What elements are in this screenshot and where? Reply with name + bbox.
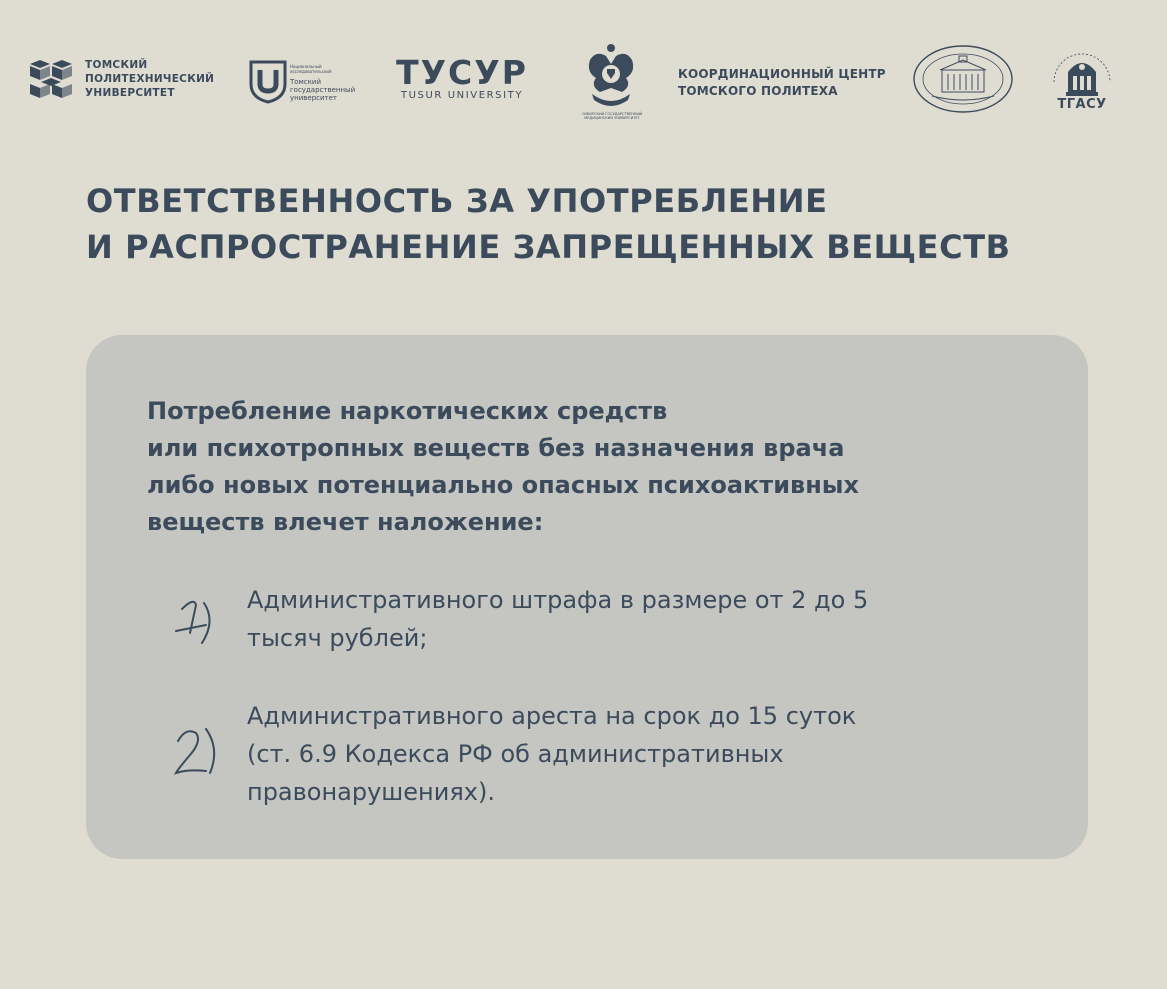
- tpu-logo: [30, 58, 230, 104]
- tusur-logo-main: ТУСУР: [396, 53, 528, 92]
- tpu-logo-text: ТОМСКИЙ ПОЛИТЕХНИЧЕСКИЙ УНИВЕРСИТЕТ: [85, 59, 215, 99]
- info-card: [86, 335, 1088, 859]
- partner-logos-bar: [0, 0, 1167, 130]
- handwritten-number-2: [172, 725, 224, 781]
- coordination-center-text: КООРДИНАЦИОННЫЙ ЦЕНТР ТОМСКОГО ПОЛИТЕХА: [678, 67, 886, 98]
- list-item-1-text: Административного штрафа в размере от 2 до 5 тысяч рублей;: [247, 586, 869, 652]
- tusur-logo-sub: TUSUR UNIVERSITY: [400, 90, 524, 101]
- tusur-logo: [376, 53, 548, 102]
- tgpu-logo: [912, 44, 1014, 114]
- card-intro: Потребление наркотических средств или психотропных веществ без назначения врача либо новых потенциально опасных психоактивных веществ влечет наложение:: [147, 397, 859, 536]
- tgpu-building-seal: [912, 44, 1014, 114]
- sibgmu-logo-caption: СИБИРСКИЙ ГОСУДАРСТВЕННЫЙ МЕДИЦИНСКИЙ УНИВЕРСИТЕТ: [581, 112, 643, 120]
- tsu-shield-logo: [248, 58, 288, 104]
- tgasu-logo: [1046, 42, 1118, 114]
- tsu-logo: [248, 58, 358, 104]
- tgasu-arch-emblem: [1046, 42, 1118, 98]
- list-item-2-text: Административного ареста на срок до 15 суток (ст. 6.9 Кодекса РФ об административных правонарушениях).: [247, 702, 857, 806]
- tgasu-logo-caption: ТГАСУ: [1057, 97, 1107, 112]
- sibgmu-logo: [582, 42, 642, 120]
- coordination-center-logo: [678, 66, 898, 102]
- page-title: ОТВЕТСТВЕННОСТЬ ЗА УПОТРЕБЛЕНИЕ И РАСПРОСТРАНЕНИЕ ЗАПРЕЩЕННЫХ ВЕЩЕСТВ: [86, 182, 1011, 266]
- tsu-logo-text: Томский государственный университет: [290, 78, 356, 102]
- tpu-cubes-logo: [30, 60, 72, 102]
- sibgmu-eagle-emblem: [582, 42, 640, 110]
- handwritten-number-1: [172, 591, 216, 651]
- tsu-logo-small-text: Национальный исследовательский: [290, 64, 332, 74]
